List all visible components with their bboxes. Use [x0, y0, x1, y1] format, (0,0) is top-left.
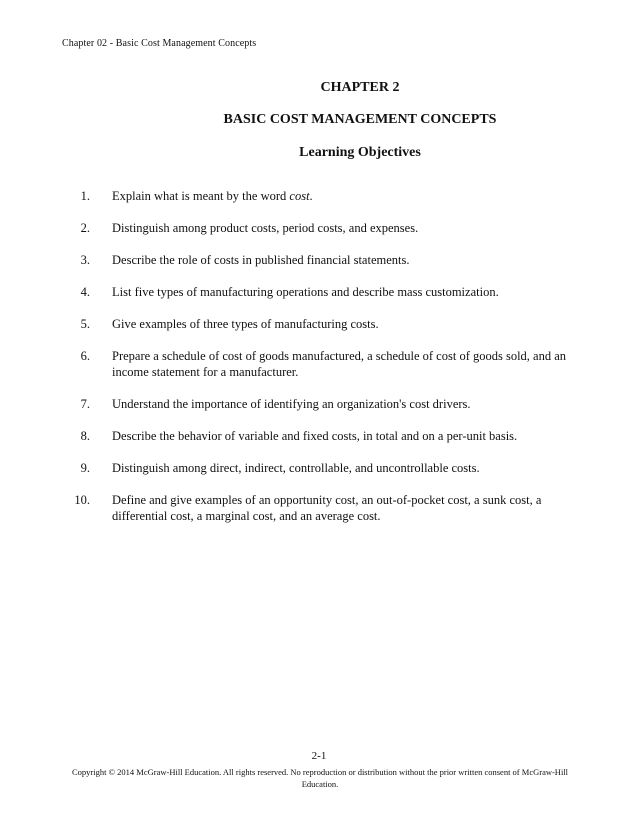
objective-item — [62, 396, 582, 412]
copyright-notice: Copyright © 2014 McGraw-Hill Education. All rights reserved. No reproduction or distribution without the prior written consent of McGraw-Hill Education. — [71, 767, 569, 789]
objective-number: 3. — [80, 253, 90, 267]
objective-text: Understand the importance of identifying an organization's cost drivers. — [112, 397, 471, 411]
objective-number: 9. — [80, 461, 90, 475]
objective-text: List five types of manufacturing operations and describe mass customization. — [112, 285, 499, 299]
objective-item — [62, 428, 582, 444]
objective-number: 8. — [80, 429, 90, 443]
chapter-number: CHAPTER 2 — [320, 80, 400, 95]
objective-number: 4. — [80, 285, 90, 299]
objective-number: 2. — [80, 221, 90, 235]
objective-text: Describe the behavior of variable and fixed costs, in total and on a per-unit basis. — [112, 429, 518, 443]
objective-number: 1. — [80, 189, 90, 203]
running-header: Chapter 02 - Basic Cost Management Concepts — [62, 38, 257, 49]
learning-objectives-list — [62, 188, 582, 540]
objective-text-emphasis: cost — [289, 189, 310, 203]
objective-text-suffix: . — [309, 189, 313, 203]
objective-text: Distinguish among direct, indirect, controllable, and uncontrollable costs. — [112, 461, 480, 475]
objective-text: Distinguish among product costs, period costs, and expenses. — [112, 221, 419, 235]
page-number: 2-1 — [311, 750, 327, 762]
objective-item — [62, 316, 582, 332]
objective-text — [112, 188, 582, 204]
objective-item — [62, 188, 582, 204]
objective-item — [62, 348, 582, 380]
chapter-title: BASIC COST MANAGEMENT CONCEPTS — [223, 112, 497, 127]
objective-number: 5. — [80, 317, 90, 331]
objective-number: 6. — [80, 349, 90, 363]
objective-item — [62, 220, 582, 236]
objective-number: 10. — [74, 493, 90, 507]
objective-text-main: Explain what is meant by the word — [112, 189, 290, 203]
objective-item — [62, 252, 582, 268]
objective-item — [62, 460, 582, 476]
objective-text: Define and give examples of an opportunity cost, an out-of-pocket cost, a sunk cost, a differential cost, a marginal cost, and an average cost. — [112, 493, 542, 523]
learning-objectives-heading: Learning Objectives — [299, 145, 421, 160]
objective-item — [62, 492, 582, 524]
objective-item — [62, 284, 582, 300]
objective-text: Give examples of three types of manufacturing costs. — [112, 317, 379, 331]
objective-text: Prepare a schedule of cost of goods manufactured, a schedule of cost of goods sold, and an income statement for a manufacturer. — [112, 349, 567, 379]
objective-text: Describe the role of costs in published financial statements. — [112, 253, 410, 267]
objective-number: 7. — [80, 397, 90, 411]
